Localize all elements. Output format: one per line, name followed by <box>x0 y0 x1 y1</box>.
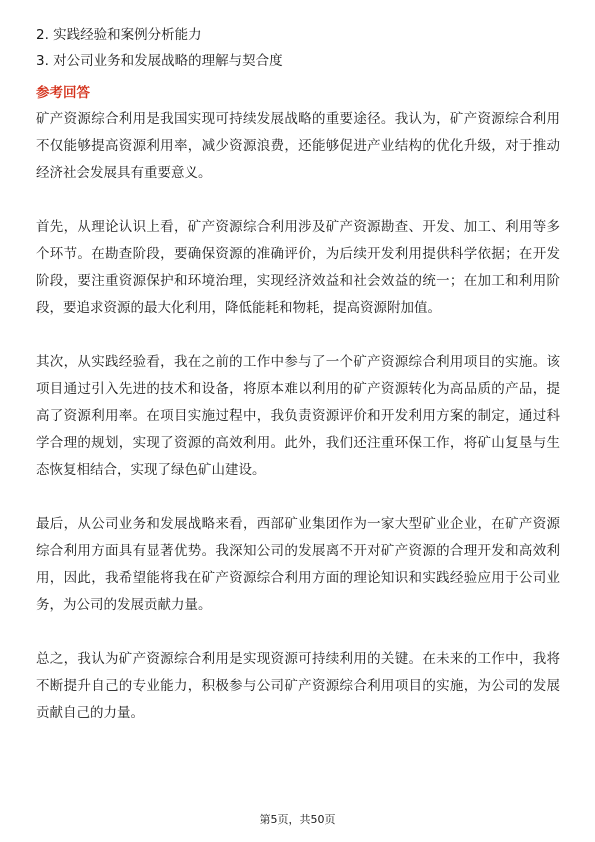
answer-paragraph: 矿产资源综合利用是我国实现可持续发展战略的重要途径。我认为，矿产资源综合利用不仅能够提高资源利用率，减少资源浪费，还能够促进产业结构的优化升级，对于推动经济社会发展具有重要意义。 <box>36 111 560 181</box>
criteria-item: 2. 实践经验和案例分析能力 <box>36 27 202 43</box>
answer-paragraph: 其次，从实践经验看，我在之前的工作中参与了一个矿产资源综合利用项目的实施。该项目通过引入先进的技术和设备，将原本难以利用的矿产资源转化为高品质的产品，提高了资源利用率。在项目实施过程中，我负责资源评价和开发利用方案的制定，通过科学合理的规划，实现了资源的高效利用。此外，我们还注重环保工作，将矿山复垦与生态恢复相结合，实现了绿色矿山建设。 <box>36 354 560 478</box>
criteria-item: 3. 对公司业务和发展战略的理解与契合度 <box>36 53 283 69</box>
answer-paragraph: 首先，从理论认识上看，矿产资源综合利用涉及矿产资源勘查、开发、加工、利用等多个环节。在勘查阶段，要确保资源的准确评价，为后续开发利用提供科学依据；在开发阶段，要注重资源保护和环境治理，实现经济效益和社会效益的统一；在加工和利用阶段，要追求资源的最大化利用，降低能耗和物耗，提高资源附加值。 <box>36 219 560 316</box>
answer-paragraph: 最后，从公司业务和发展战略来看，西部矿业集团作为一家大型矿业企业，在矿产资源综合利用方面具有显著优势。我深知公司的发展离不开对矿产资源的合理开发和高效利用，因此，我希望能将我在矿产资源综合利用方面的理论知识和实践经验应用于公司业务，为公司的发展贡献力量。 <box>36 516 560 613</box>
reference-answer-heading: 参考回答 <box>36 85 90 101</box>
document-page <box>36 22 560 727</box>
answer-paragraph: 总之，我认为矿产资源综合利用是实现资源可持续利用的关键。在未来的工作中，我将不断提升自己的专业能力，积极参与公司矿产资源综合利用项目的实施，为公司的发展贡献自己的力量。 <box>36 651 560 721</box>
page-number-footer: 第5页，共50页 <box>259 813 336 826</box>
